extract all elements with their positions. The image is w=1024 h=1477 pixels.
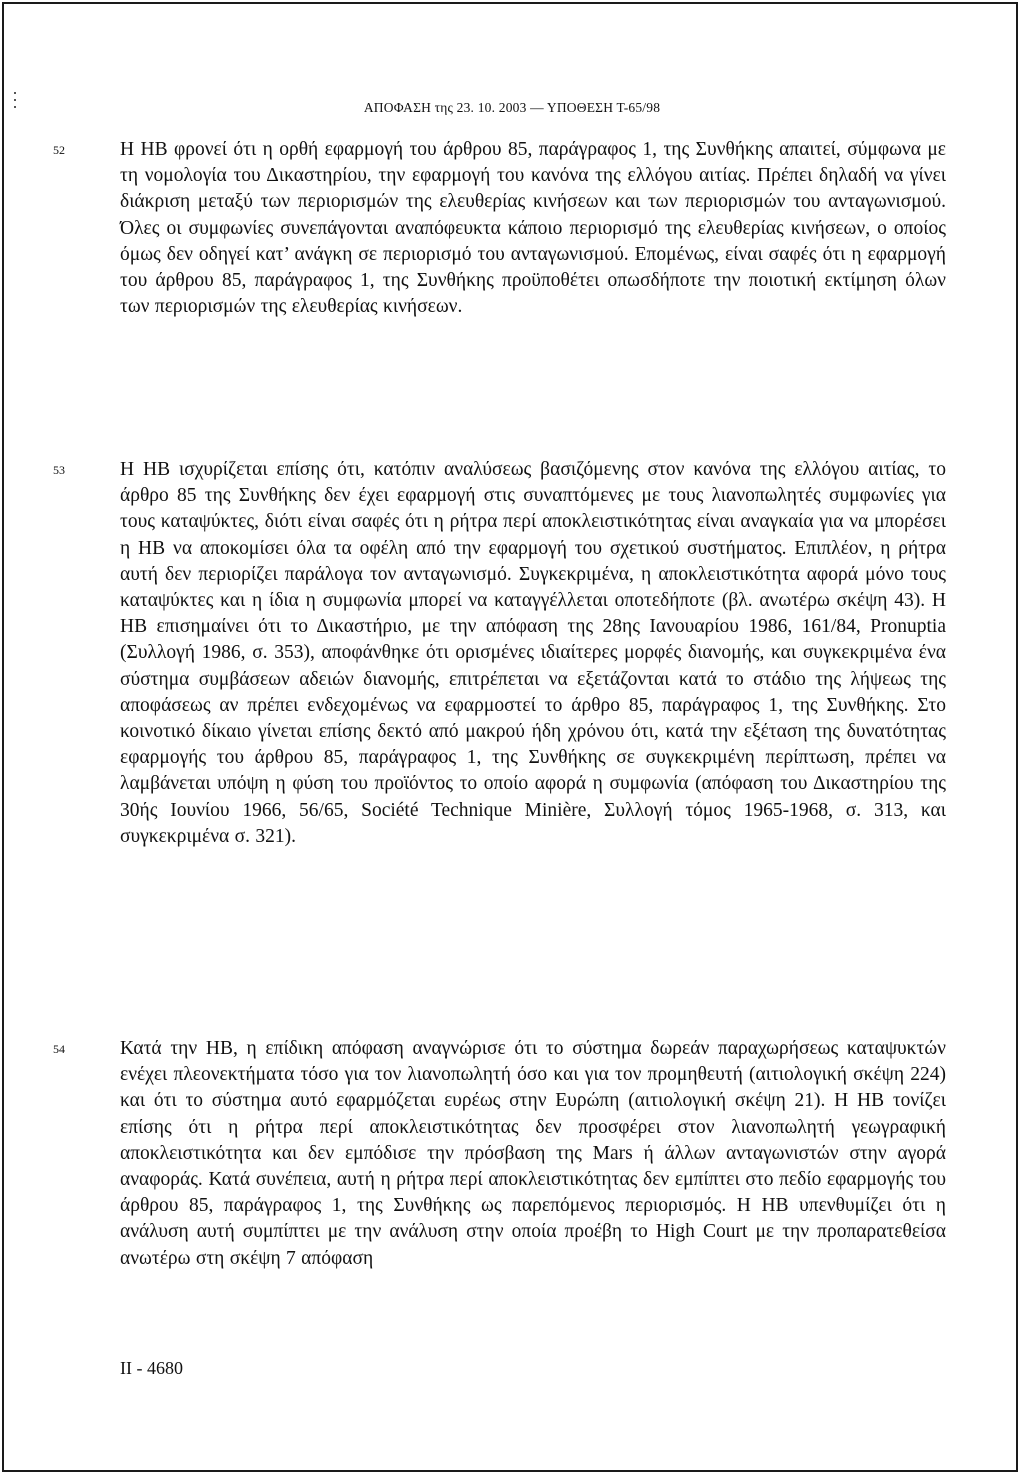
paragraph-number: 54 (53, 1042, 65, 1056)
paragraph-53 (53, 457, 946, 850)
paragraph-text: Η HB φρονεί ότι η ορθή εφαρμογή του άρθρου 85, παράγραφος 1, της Συνθήκης απαιτεί, σύμφωνα με τη νομολογία του Δικαστηρίου, την εφαρμογή του κανόνα της ελλόγου αιτίας. Πρέπει δηλαδή να γίνει διάκριση μεταξύ των περιορισμών της ελευθερίας κινήσεων και των περιορισμών του ανταγωνισμού. Όλες οι συμφωνίες συνεπάγονται αναπόφευκτα κάποιο περιορισμό της ελευθερίας κινήσεων, ο οποίος όμως δεν οδηγεί κατ’ ανάγκη σε περιορισμό του ανταγωνισμού. Επομένως, είναι σαφές ότι η εφαρμογή του άρθρου 85, παράγραφος 1, της Συνθήκης προϋποθέτει οπωσδήποτε την ποιοτική εκτίμηση όλων των περιορισμών της ελευθερίας κινήσεων. (120, 139, 946, 318)
paragraph-number: 52 (53, 143, 65, 157)
paragraph-number: 53 (53, 463, 65, 477)
running-header: ΑΠΟΦΑΣΗ της 23. 10. 2003 — ΥΠΟΘΕΣΗ Τ-65/98 (363, 100, 661, 115)
paragraph-text: Η HB ισχυρίζεται επίσης ότι, κατόπιν αναλύσεως βασιζόμενης στον κανόνα της ελλόγου αιτίας, το άρθρο 85 της Συνθήκης δεν έχει εφαρμογή στις συναπτόμενες με τους λιανοπωλητές συμφωνίες για τους καταψύκτες, διότι είναι σαφές ότι η ρήτρα περί αποκλειστικότητας είναι αναγκαία για να μπορέσει η HB να αποκομίσει όλα τα οφέλη από την εφαρμογή του σχετικού συστήματος. Επιπλέον, η ρήτρα αυτή δεν περιορίζει παράλογα τον ανταγωνισμό. Συγκεκριμένα, η αποκλειστικότητα αφορά μόνο τους καταψύκτες και η ίδια η συμφωνία μπορεί να καταγγέλλεται οποτεδήποτε (βλ. ανωτέρω σκέψη 43). Η HB επισημαίνει ότι το Δικαστήριο, με την απόφαση της 28ης Ιανουαρίου 1986, 161/84, Pronuptia (Συλλογή 1986, σ. 353), αποφάνθηκε ότι ορισμένες ιδιαίτερες μορφές διανομής, και συγκεκριμένα ένα σύστημα συμβάσεων αδειών διανομής, επιτρέπεται να εξετάζονται κατά το στάδιο της λήψεως της αποφάσεως αν πρέπει ενδεχομένως να εφαρμοστεί το άρθρο 85, παράγραφος 1, της Συνθήκης. Στο κοινοτικό δίκαιο γίνεται επίσης δεκτό από μακρού ήδη χρόνου ότι, κατά την εξέταση της δυνατότητας εφαρμογής του άρθρου 85, παράγραφος 1, της Συνθήκης σε συγκεκριμένη περίπτωση, πρέπει να λαμβάνεται υπόψη η φύση του προϊόντος το οποίο αφορά η συμφωνία (απόφαση του Δικαστηρίου της 30ής Ιουνίου 1966, 56/65, Société Technique Minière, Συλλογή τόμος 1965-1968, σ. 313, και συγκεκριμένα σ. 321). (120, 459, 946, 847)
paragraph-54 (53, 1036, 946, 1272)
paragraph-text: Κατά την HB, η επίδικη απόφαση αναγνώρισε ότι το σύστημα δωρεάν παραχωρήσεως καταψυκτών ενέχει πλεονεκτήματα τόσο για τον λιανοπωλητή όσο και για τον προμηθευτή (αιτιολογική σκέψη 224) και ότι το σύστημα αυτό εφαρμόζεται ευρέως στην Ευρώπη (αιτιολογική σκέψη 21). Η HB τονίζει επίσης ότι η ρήτρα περί αποκλειστικότητας δεν προσφέρει στον λιανοπωλητή γεωγραφική αποκλειστικότητα και δεν εμπόδισε την πρόσβαση της Mars ή άλλων ανταγωνιστών στην αγορά αναφοράς. Κατά συνέπεια, αυτή η ρήτρα περί αποκλειστικότητας δεν εμπίπτει στο πεδίο εφαρμογής του άρθρου 85, παράγραφος 1, της Συνθήκης ως παρεπόμενος περιορισμός. Η HB υπενθυμίζει ότι η ανάλυση αυτή συμπίπτει με την ανάλυση στην οποία προέβη το High Court με την προπαρατεθείσα ανωτέρω στη σκέψη 7 απόφαση (120, 1038, 946, 1269)
paragraph-52 (53, 137, 946, 320)
page-number: II - 4680 (120, 1358, 183, 1378)
